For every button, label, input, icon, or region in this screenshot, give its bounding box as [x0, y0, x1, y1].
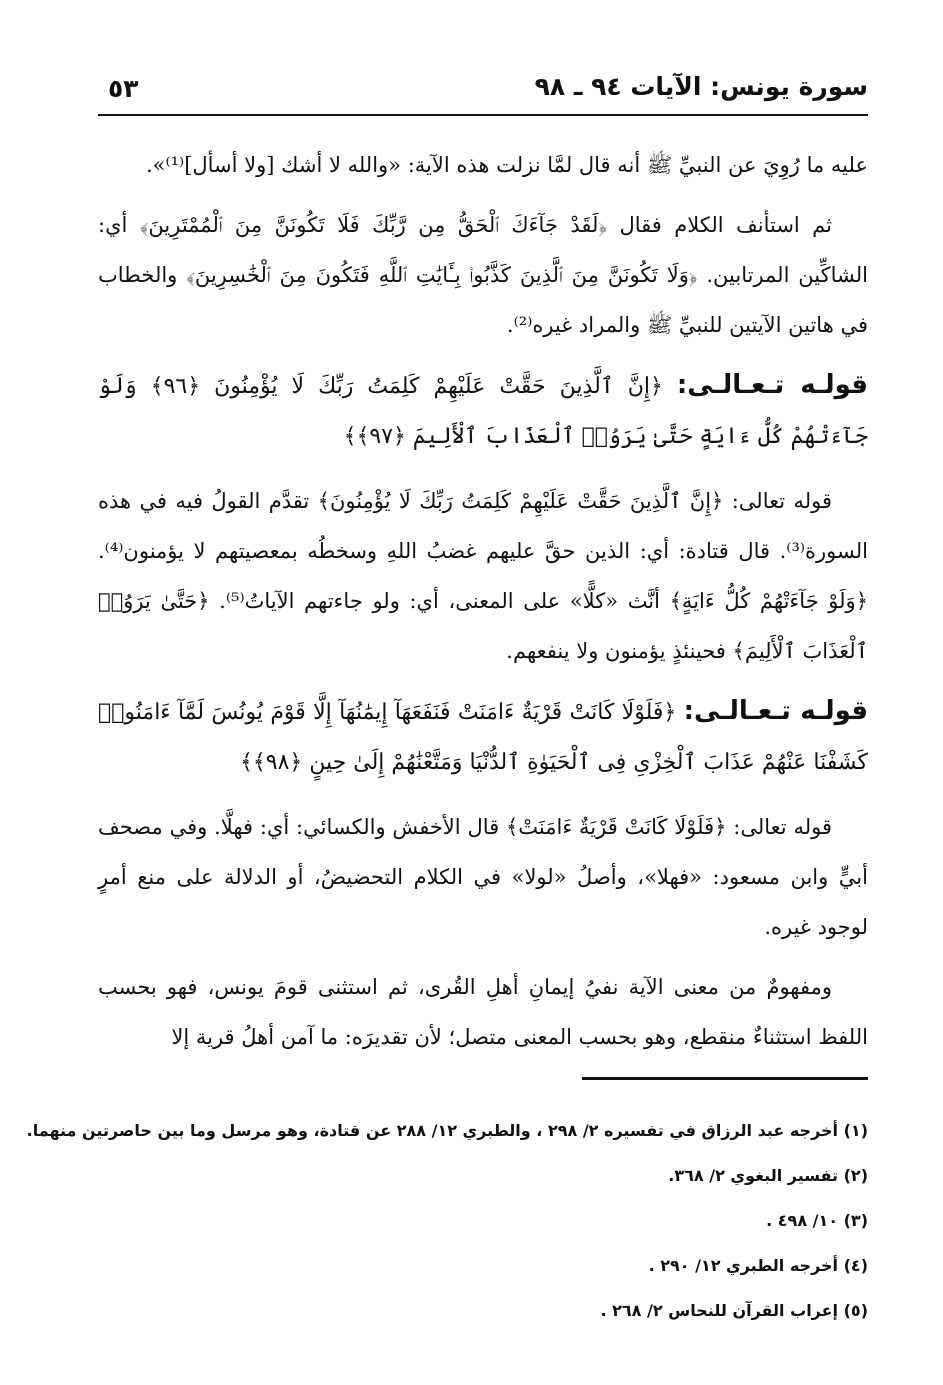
footnotes — [26, 1108, 868, 1333]
footnote-3: (٣) ١٠/ ٤٩٨ . — [766, 1211, 868, 1230]
footnote-divider — [582, 1077, 868, 1080]
footnote-2: (٢) تفسير البغوي ٢/ ٣٦٨. — [668, 1166, 868, 1185]
footnote-5: (٥) إعراب القرآن للنحاس ٢/ ٢٦٨ . — [600, 1301, 868, 1320]
footnote-4: (٤) أخرجه الطبري ١٢/ ٢٩٠ . — [648, 1256, 868, 1275]
running-header — [98, 66, 868, 114]
chapter-title: سورة يونس: الآيات ٩٤ ـ ٩٨ — [534, 72, 868, 101]
paragraph-1: عليه ما رُوِيَ عن النبيِّ ﷺ أنه قال لمَّا نزلت هذه الآية: «والله لا أشك [ولا أسأل]⁽¹⁾». — [145, 153, 868, 177]
verse-heading: قولـه تـعـالـى: — [683, 696, 868, 726]
footnote-1: (١) أخرجه عبد الرزاق في تفسيره ٢/ ٢٩٨ ، والطبري ١٢/ ٢٨٨ عن قتادة، وهو مرسل وما بين حاصرتين منهما. — [26, 1121, 868, 1140]
verse-heading: قولـه تـعـالـى: — [676, 370, 869, 400]
quran-verse: ﴿فَلَوْلَا كَانَتْ قَرْيَةٌ ءَامَنَتْ فَنَفَعَهَآ إِيمَٰنُهَآ إِلَّا قَوْمَ يُونُسَ لَمَّآ ءَامَنُوا۟ كَشَفْنَا عَنْهُمْ عَذَابَ ٱلْخِزْىِ فِى ٱلْحَيَوٰةِ ٱلدُّنْيَا وَمَتَّعْنَٰهُمْ إِلَىٰ حِينٍ ﴿٩٨﴾﴾ — [98, 700, 868, 775]
verse-block-96-97 — [98, 360, 868, 462]
main-text — [98, 140, 868, 1072]
paragraph-3: قوله تعالى: ﴿إِنَّ ٱلَّذِينَ حَقَّتْ عَلَيْهِمْ كَلِمَتُ رَبِّكَ لَا يُؤْمِنُونَ﴾ تقدَّم القولُ فيه في هذه السورة⁽³⁾. قال قتادة: أي: الذين حقَّ عليهم غضبُ اللهِ وسخطُه بمعصيتهم لا يؤمنون⁽⁴⁾. ﴿وَلَوْ جَآءَتْهُمْ كُلُّ ءَايَةٍ﴾ أنَّث «كلًّا» على المعنى، أي: ولو جاءتهم الآياتُ⁽⁵⁾. ﴿حَتَّىٰ يَرَوُا۟ ٱلْعَذَابَ ٱلْأَلِيمَ﴾ فحينئذٍ يؤمنون ولا ينفعهم. — [98, 489, 868, 663]
page-number: ٥٣ — [108, 74, 139, 103]
paragraph-2: ثم استأنف الكلام فقال ﴿لَقَدْ جَآءَكَ ٱلْحَقُّ مِن رَّبِّكَ فَلَا تَكُونَنَّ مِنَ ٱلْمُمْتَرِينَ﴾ أي: الشاكِّين المرتابين. ﴿وَلَا تَكُونَنَّ مِنَ ٱلَّذِينَ كَذَّبُوا۟ بِـَٔايَٰتِ ٱللَّهِ فَتَكُونَ مِنَ ٱلْخَٰسِرِينَ﴾ والخطاب في هاتين الآيتين للنبيِّ ﷺ والمراد غيره⁽²⁾. — [98, 213, 868, 337]
paragraph-5: ومفهومٌ من معنى الآية نفيُ إيمانِ أهلِ القُرى، ثم استثنى قومَ يونس، فهو بحسب اللفظ استثناءٌ منقطع، وهو بحسب المعنى متصل؛ لأن تقديرَه: ما آمن أهلُ قرية إلا — [98, 975, 868, 1049]
paragraph-4: قوله تعالى: ﴿فَلَوْلَا كَانَتْ قَرْيَةٌ ءَامَنَتْ﴾ قال الأخفش والكسائي: أي: فهلَّا. وفي مصحف أبيٍّ وابن مسعود: «فهلا»، وأصلُ «لولا» في الكلام التحضيضُ، أو الدلالة على منع أمرٍ لوجود غيره. — [98, 815, 868, 939]
verse-block-98 — [98, 686, 868, 788]
quran-verse: ﴿إِنَّ ٱلَّذِينَ حَقَّتْ عَلَيْهِمْ كَلِمَتُ رَبِّكَ لَا يُؤْمِنُونَ ﴿٩٦﴾ وَلَوْ جَآءَتْهُمْ كُلُّ ءَايَةٍ حَتَّىٰ يَرَوُا۟ ٱلْعَذَابَ ٱلْأَلِيمَ ﴿٩٧﴾﴾ — [98, 374, 868, 449]
header-divider — [98, 114, 868, 116]
